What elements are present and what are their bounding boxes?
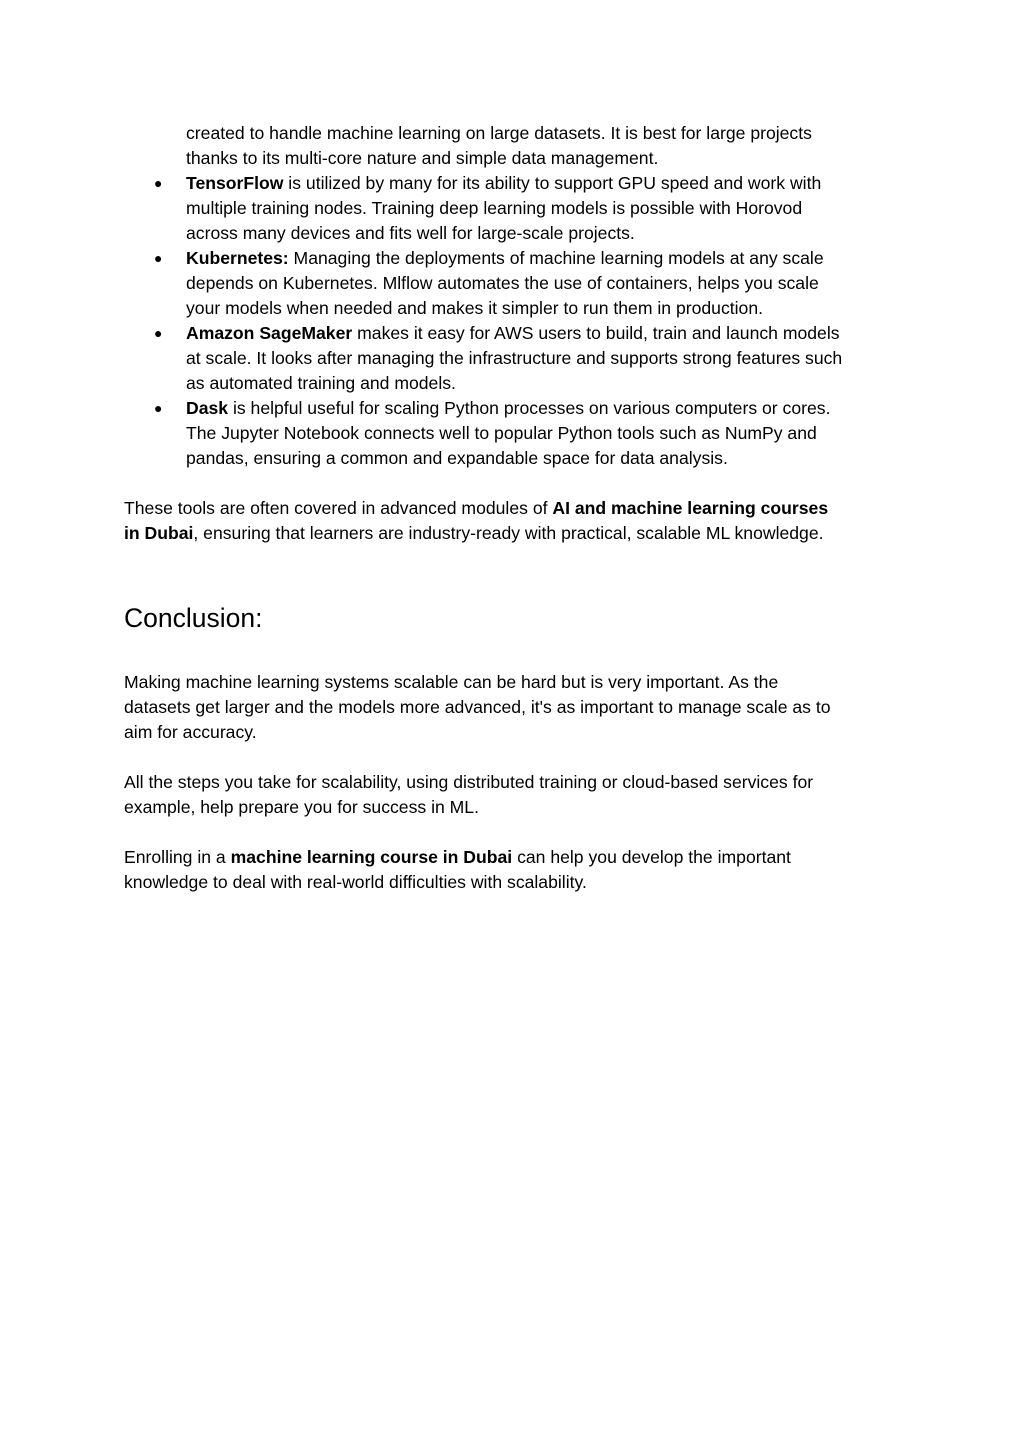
intro-continuation (124, 121, 896, 171)
text-line: pandas, ensuring a common and expandable space for data analysis. (186, 448, 728, 468)
text-line: your models when needed and makes it simpler to run them in production. (186, 298, 763, 318)
text-line: depends on Kubernetes. Mlflow automates the use of containers, helps you scale (186, 273, 819, 293)
text-span: These tools are often covered in advanced modules of (124, 498, 553, 518)
text-line: created to handle machine learning on large datasets. It is best for large projects (186, 123, 812, 143)
conclusion-paragraph-2 (124, 770, 896, 820)
bullet-term: Kubernetes: (186, 248, 289, 268)
conclusion-heading: Conclusion: (124, 603, 263, 633)
bullet-item-dask (124, 396, 896, 471)
text-line: thanks to its multi-core nature and simple data management. (186, 148, 659, 168)
text-line: as automated training and models. (186, 373, 456, 393)
bullet-icon: ● (154, 400, 163, 416)
course-keyword: in Dubai (124, 523, 194, 543)
bullet-item-kubernetes (124, 246, 896, 321)
text-line: at scale. It looks after managing the infrastructure and supports strong features such (186, 348, 843, 368)
text-span: , ensuring that learners are industry-ready with practical, scalable ML knowledge. (193, 523, 824, 543)
bullet-term: Dask (186, 398, 229, 418)
document-page (124, 121, 896, 895)
course-keyword: AI and machine learning courses (552, 498, 829, 518)
bullet-term: TensorFlow (186, 173, 284, 193)
text-line: across many devices and fits well for large-scale projects. (186, 223, 635, 243)
conclusion-paragraph-3 (124, 845, 896, 895)
text-line: is utilized by many for its ability to support GPU speed and work with (283, 173, 822, 193)
text-line: The Jupyter Notebook connects well to popular Python tools such as NumPy and (186, 423, 817, 443)
bullet-icon: ● (154, 175, 163, 191)
bullet-term: Amazon SageMaker (186, 323, 353, 343)
text-line: multiple training nodes. Training deep learning models is possible with Horovod (186, 198, 803, 218)
text-span: Enrolling in a (124, 847, 231, 867)
text-line: example, help prepare you for success in ML. (124, 797, 479, 817)
text-line: datasets get larger and the models more advanced, it's as important to manage scale as to (124, 697, 831, 717)
text-line: Managing the deployments of machine learning models at any scale (288, 248, 824, 268)
bullet-icon: ● (154, 325, 163, 341)
text-span: can help you develop the important (512, 847, 791, 867)
tools-paragraph (124, 496, 896, 546)
text-line: All the steps you take for scalability, using distributed training or cloud-based services for (124, 772, 814, 792)
text-line: aim for accuracy. (124, 722, 257, 742)
text-line: is helpful useful for scaling Python processes on various computers or cores. (228, 398, 831, 418)
course-keyword: machine learning course in Dubai (230, 847, 513, 867)
bullet-icon: ● (154, 250, 163, 266)
text-line: makes it easy for AWS users to build, train and launch models (352, 323, 840, 343)
text-line: knowledge to deal with real-world difficulties with scalability. (124, 872, 587, 892)
text-line: Making machine learning systems scalable can be hard but is very important. As the (124, 672, 779, 692)
bullet-item-sagemaker (124, 321, 896, 396)
conclusion-paragraph-1 (124, 670, 896, 745)
tools-bullet-list (124, 171, 896, 471)
bullet-item-tensorflow (124, 171, 896, 246)
